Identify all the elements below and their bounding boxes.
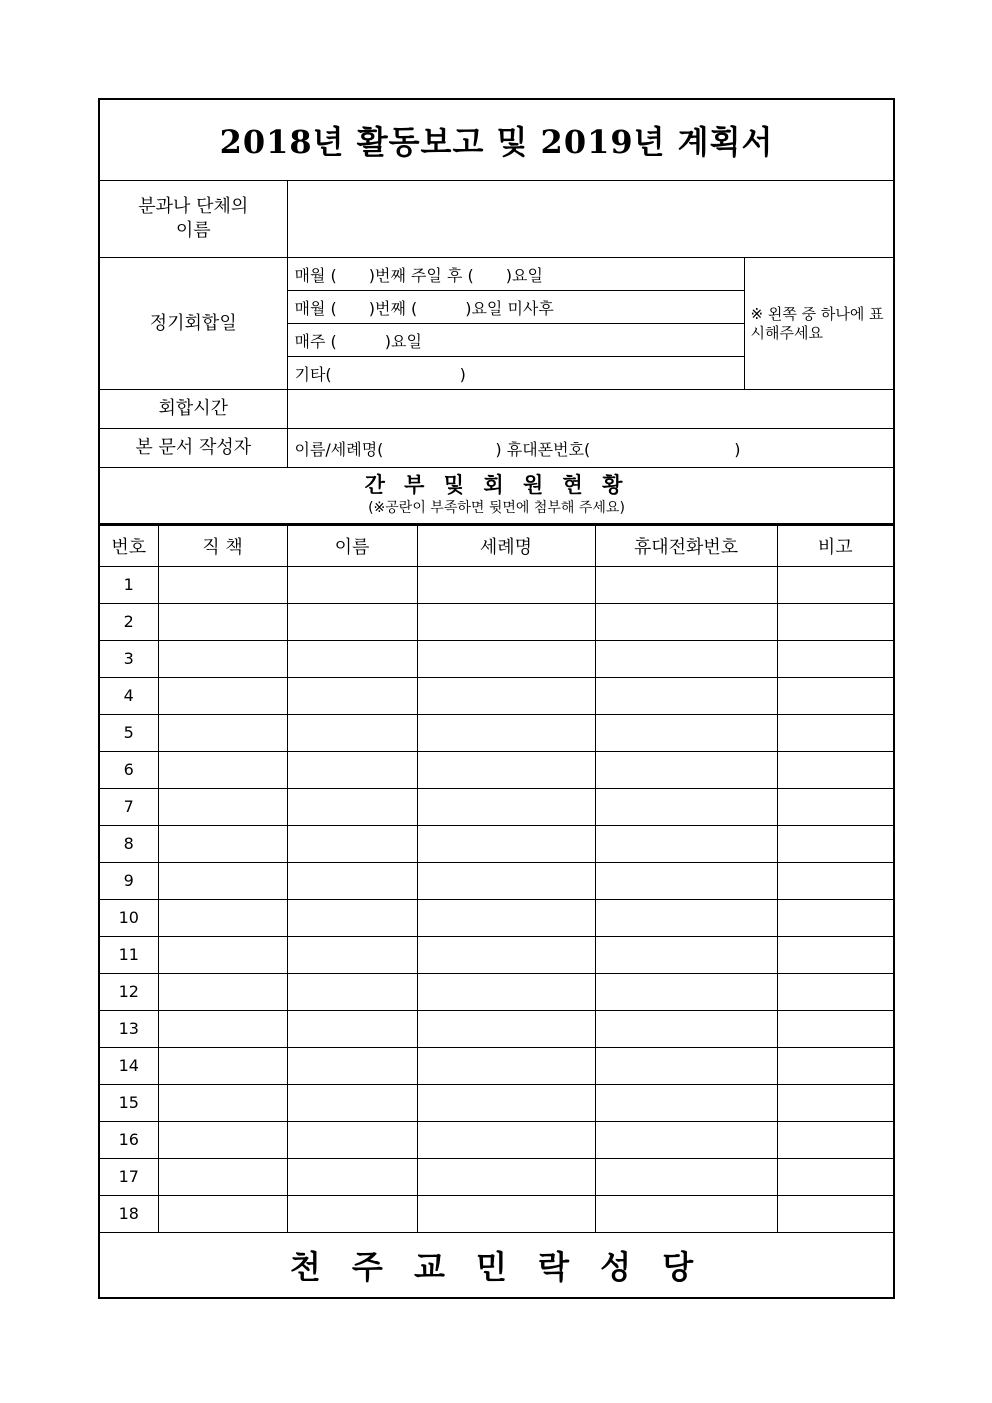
table-row — [99, 825, 894, 862]
remarks-cell[interactable] — [777, 1195, 894, 1232]
remarks-cell[interactable] — [777, 603, 894, 640]
row-number: 3 — [99, 640, 158, 677]
table-row — [99, 788, 894, 825]
meeting-option-2[interactable]: 매월 ( )번째 ( )요일 미사후 — [287, 291, 744, 324]
baptismal-name-cell[interactable] — [417, 862, 595, 899]
name-cell[interactable] — [287, 973, 417, 1010]
name-cell[interactable] — [287, 825, 417, 862]
author-field[interactable]: 이름/세례명( ) 휴대폰번호( ) — [287, 429, 894, 468]
phone-cell[interactable] — [595, 603, 777, 640]
phone-cell[interactable] — [595, 1010, 777, 1047]
name-cell[interactable] — [287, 1158, 417, 1195]
baptismal-name-cell[interactable] — [417, 603, 595, 640]
members-section-title: 간 부 및 회 원 현 황 — [364, 473, 629, 498]
meeting-option-4[interactable]: 기타( ) — [287, 357, 744, 390]
remarks-cell[interactable] — [777, 1121, 894, 1158]
remarks-cell[interactable] — [777, 899, 894, 936]
name-cell[interactable] — [287, 1010, 417, 1047]
position-cell[interactable] — [158, 788, 287, 825]
meeting-option-3[interactable]: 매주 ( )요일 — [287, 324, 744, 357]
meeting-time-field[interactable] — [287, 390, 894, 429]
church-name-footer: 천 주 교 민 락 성 당 — [99, 1232, 894, 1298]
position-cell[interactable] — [158, 825, 287, 862]
col-header-number: 번호 — [99, 525, 158, 566]
baptismal-name-cell[interactable] — [417, 1158, 595, 1195]
name-cell[interactable] — [287, 1047, 417, 1084]
phone-cell[interactable] — [595, 899, 777, 936]
row-number: 15 — [99, 1084, 158, 1121]
table-row — [99, 1047, 894, 1084]
baptismal-name-cell[interactable] — [417, 1195, 595, 1232]
meeting-day-label: 정기회합일 — [99, 258, 287, 390]
baptismal-name-cell[interactable] — [417, 825, 595, 862]
row-number: 10 — [99, 899, 158, 936]
row-number: 6 — [99, 751, 158, 788]
meeting-time-label: 회합시간 — [99, 390, 287, 429]
table-row — [99, 1121, 894, 1158]
row-number: 5 — [99, 714, 158, 751]
row-number: 9 — [99, 862, 158, 899]
row-number: 4 — [99, 677, 158, 714]
position-cell[interactable] — [158, 566, 287, 603]
remarks-cell[interactable] — [777, 862, 894, 899]
position-cell[interactable] — [158, 973, 287, 1010]
baptismal-name-cell[interactable] — [417, 788, 595, 825]
row-number: 11 — [99, 936, 158, 973]
row-number: 12 — [99, 973, 158, 1010]
members-header-row — [99, 525, 894, 566]
name-cell[interactable] — [287, 788, 417, 825]
remarks-cell[interactable] — [777, 973, 894, 1010]
info-table — [98, 98, 895, 525]
position-cell[interactable] — [158, 1158, 287, 1195]
phone-cell[interactable] — [595, 1084, 777, 1121]
name-cell[interactable] — [287, 936, 417, 973]
table-row — [99, 677, 894, 714]
baptismal-name-cell[interactable] — [417, 714, 595, 751]
name-cell[interactable] — [287, 1121, 417, 1158]
remarks-cell[interactable] — [777, 788, 894, 825]
document-title: 2018년 활동보고 및 2019년 계획서 — [99, 99, 894, 181]
phone-cell[interactable] — [595, 714, 777, 751]
name-cell[interactable] — [287, 677, 417, 714]
remarks-cell[interactable] — [777, 825, 894, 862]
row-number: 17 — [99, 1158, 158, 1195]
col-header-baptismal-name: 세례명 — [417, 525, 595, 566]
name-cell[interactable] — [287, 640, 417, 677]
baptismal-name-cell[interactable] — [417, 1121, 595, 1158]
table-row — [99, 1084, 894, 1121]
table-row — [99, 603, 894, 640]
remarks-cell[interactable] — [777, 640, 894, 677]
position-cell[interactable] — [158, 1047, 287, 1084]
group-name-label: 분과나 단체의 이름 — [99, 181, 287, 258]
members-table — [98, 525, 895, 1299]
phone-cell[interactable] — [595, 640, 777, 677]
position-cell[interactable] — [158, 1121, 287, 1158]
remarks-cell[interactable] — [777, 751, 894, 788]
table-row — [99, 1010, 894, 1047]
meeting-option-1[interactable]: 매월 ( )번째 주일 후 ( )요일 — [287, 258, 744, 291]
phone-cell[interactable] — [595, 825, 777, 862]
position-cell[interactable] — [158, 1195, 287, 1232]
position-cell[interactable] — [158, 603, 287, 640]
baptismal-name-cell[interactable] — [417, 1084, 595, 1121]
col-header-name: 이름 — [287, 525, 417, 566]
table-row — [99, 640, 894, 677]
table-row — [99, 862, 894, 899]
remarks-cell[interactable] — [777, 677, 894, 714]
position-cell[interactable] — [158, 936, 287, 973]
position-cell[interactable] — [158, 899, 287, 936]
table-row — [99, 1158, 894, 1195]
table-row — [99, 1195, 894, 1232]
baptismal-name-cell[interactable] — [417, 640, 595, 677]
phone-cell[interactable] — [595, 1121, 777, 1158]
phone-cell[interactable] — [595, 1047, 777, 1084]
name-cell[interactable] — [287, 566, 417, 603]
name-cell[interactable] — [287, 603, 417, 640]
name-cell[interactable] — [287, 862, 417, 899]
table-row — [99, 751, 894, 788]
baptismal-name-cell[interactable] — [417, 899, 595, 936]
position-cell[interactable] — [158, 862, 287, 899]
col-header-phone: 휴대전화번호 — [595, 525, 777, 566]
phone-cell[interactable] — [595, 566, 777, 603]
phone-cell[interactable] — [595, 973, 777, 1010]
phone-cell[interactable] — [595, 1195, 777, 1232]
table-row — [99, 899, 894, 936]
baptismal-name-cell[interactable] — [417, 566, 595, 603]
remarks-cell[interactable] — [777, 1158, 894, 1195]
col-header-position: 직 책 — [158, 525, 287, 566]
name-cell[interactable] — [287, 1195, 417, 1232]
group-name-field[interactable] — [287, 181, 894, 258]
remarks-cell[interactable] — [777, 714, 894, 751]
row-number: 7 — [99, 788, 158, 825]
row-number: 1 — [99, 566, 158, 603]
table-row — [99, 566, 894, 603]
table-row — [99, 973, 894, 1010]
members-section-subtitle: (※공란이 부족하면 뒷면에 첨부해 주세요) — [368, 500, 625, 517]
baptismal-name-cell[interactable] — [417, 751, 595, 788]
baptismal-name-cell[interactable] — [417, 677, 595, 714]
name-cell[interactable] — [287, 1084, 417, 1121]
position-cell[interactable] — [158, 677, 287, 714]
position-cell[interactable] — [158, 1010, 287, 1047]
remarks-cell[interactable] — [777, 1084, 894, 1121]
position-cell[interactable] — [158, 714, 287, 751]
form-sheet — [98, 98, 893, 1298]
position-cell[interactable] — [158, 640, 287, 677]
row-number: 8 — [99, 825, 158, 862]
name-cell[interactable] — [287, 899, 417, 936]
col-header-remarks: 비고 — [777, 525, 894, 566]
phone-cell[interactable] — [595, 862, 777, 899]
row-number: 14 — [99, 1047, 158, 1084]
remarks-cell[interactable] — [777, 566, 894, 603]
remarks-cell[interactable] — [777, 936, 894, 973]
phone-cell[interactable] — [595, 936, 777, 973]
row-number: 16 — [99, 1121, 158, 1158]
author-label: 본 문서 작성자 — [99, 429, 287, 468]
row-number: 18 — [99, 1195, 158, 1232]
row-number: 13 — [99, 1010, 158, 1047]
meeting-note: ※ 왼쪽 중 하나에 표시해주세요 — [744, 258, 894, 390]
baptismal-name-cell[interactable] — [417, 936, 595, 973]
phone-cell[interactable] — [595, 1158, 777, 1195]
baptismal-name-cell[interactable] — [417, 1047, 595, 1084]
phone-cell[interactable] — [595, 677, 777, 714]
phone-cell[interactable] — [595, 751, 777, 788]
position-cell[interactable] — [158, 751, 287, 788]
phone-cell[interactable] — [595, 788, 777, 825]
table-row — [99, 936, 894, 973]
baptismal-name-cell[interactable] — [417, 1010, 595, 1047]
table-row — [99, 714, 894, 751]
name-cell[interactable] — [287, 751, 417, 788]
remarks-cell[interactable] — [777, 1047, 894, 1084]
baptismal-name-cell[interactable] — [417, 973, 595, 1010]
row-number: 2 — [99, 603, 158, 640]
position-cell[interactable] — [158, 1084, 287, 1121]
members-section-header — [99, 468, 894, 524]
name-cell[interactable] — [287, 714, 417, 751]
remarks-cell[interactable] — [777, 1010, 894, 1047]
